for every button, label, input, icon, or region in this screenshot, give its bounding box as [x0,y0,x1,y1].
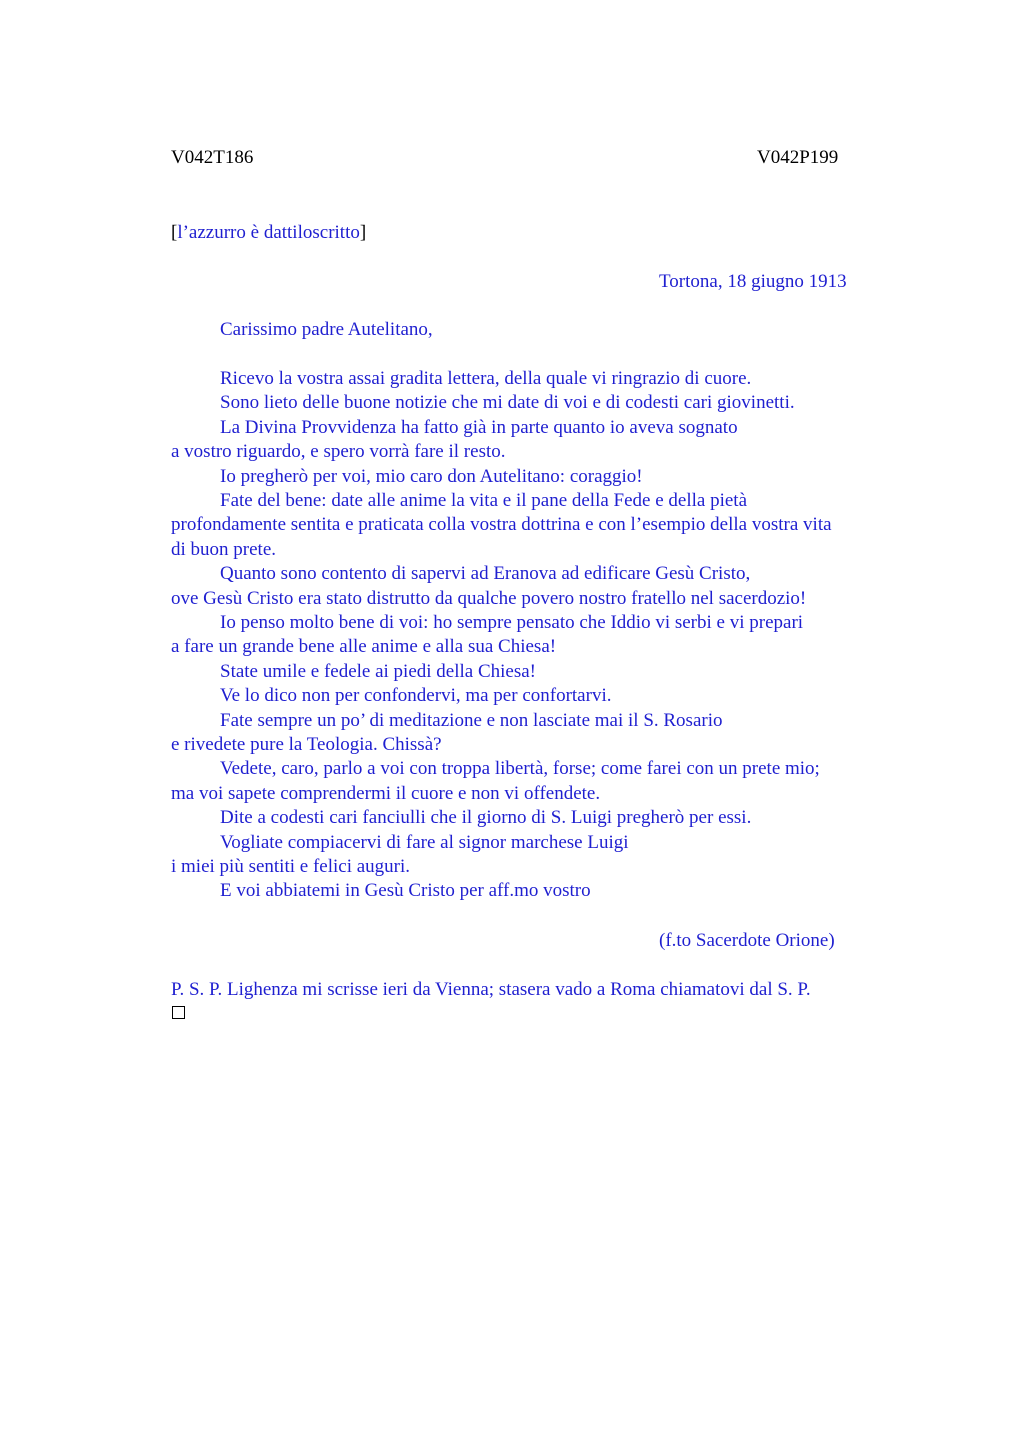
letter-body-line: Vedete, caro, parlo a voi con troppa libertà, forse; come farei con un prete mio; [220,758,820,780]
letter-body-line: profondamente sentita e praticata colla vostra dottrina e con l’esempio della vostra vita [171,514,832,536]
letter-body-line: E voi abbiatemi in Gesù Cristo per aff.mo vostro [220,880,591,902]
header-left-code: V042T186 [171,147,254,168]
letter-place-date: Tortona, 18 giugno 1913 [659,271,847,292]
letter-body-line: Io penso molto bene di voi: ho sempre pensato che Iddio vi serbi e vi prepari [220,612,804,633]
letter-body-line: State umile e fedele ai piedi della Chiesa! [220,660,537,682]
letter-body-line: Vogliate compiacervi di fare al signor marchese Luigi [220,831,629,853]
note-close-bracket: ] [359,222,367,243]
letter-body-line: Fate sempre un po’ di meditazione e non lasciate mai il S. Rosario [220,709,723,731]
letter-body-line: e rivedete pure la Teologia. Chissà? [171,734,442,755]
letter-body-line: Io pregherò per voi, mio caro don Autelitano: coraggio! [220,465,643,487]
letter-body-line: a fare un grande bene alle anime e alla sua Chiesa! [171,636,557,658]
letter-body-line: Fate del bene: date alle anime la vita e il pane della Fede e della pietà [220,490,748,511]
letter-body-line: ma voi sapete comprendermi il cuore e non vi offendete. [171,782,601,804]
checkbox-square-icon [172,1006,185,1019]
letter-body-line: Ve lo dico non per confondervi, ma per confortarvi. [220,685,612,707]
letter-body-line: a vostro riguardo, e spero vorrà fare il resto. [171,441,506,463]
letter-body-line: i miei più sentiti e felici auguri. [171,856,411,877]
letter-signature: (f.to Sacerdote Orione) [659,930,835,951]
letter-body-line: La Divina Provvidenza ha fatto già in parte quanto io aveva sognato [220,416,738,438]
letter-body-line: Ricevo la vostra assai gradita lettera, della quale vi ringrazio di cuore. [220,368,752,389]
letter-body-line: Sono lieto delle buone notizie che mi date di voi e di codesti cari giovinetti. [220,392,795,414]
header-right-code: V042P199 [757,147,839,168]
note-open-bracket: [ [171,222,178,243]
letter-body-line: Quanto sono contento di sapervi ad Eranova ad edificare Gesù Cristo, [220,563,751,585]
letter-body-line: ove Gesù Cristo era stato distrutto da qualche povero nostro fratello nel sacerdozio! [171,587,807,609]
letter-body-line: di buon prete. [171,538,277,560]
letter-body-line: Dite a codesti cari fanciulli che il giorno di S. Luigi pregherò per essi. [220,807,752,829]
note-text: l’azzurro è dattiloscritto [177,222,360,243]
editorial-note [171,221,366,245]
letter-postscript: P. S. P. Lighenza mi scrisse ieri da Vienna; stasera vado a Roma chiamatovi dal S. P. [171,979,811,1000]
letter-salutation: Carissimo padre Autelitano, [220,319,433,340]
